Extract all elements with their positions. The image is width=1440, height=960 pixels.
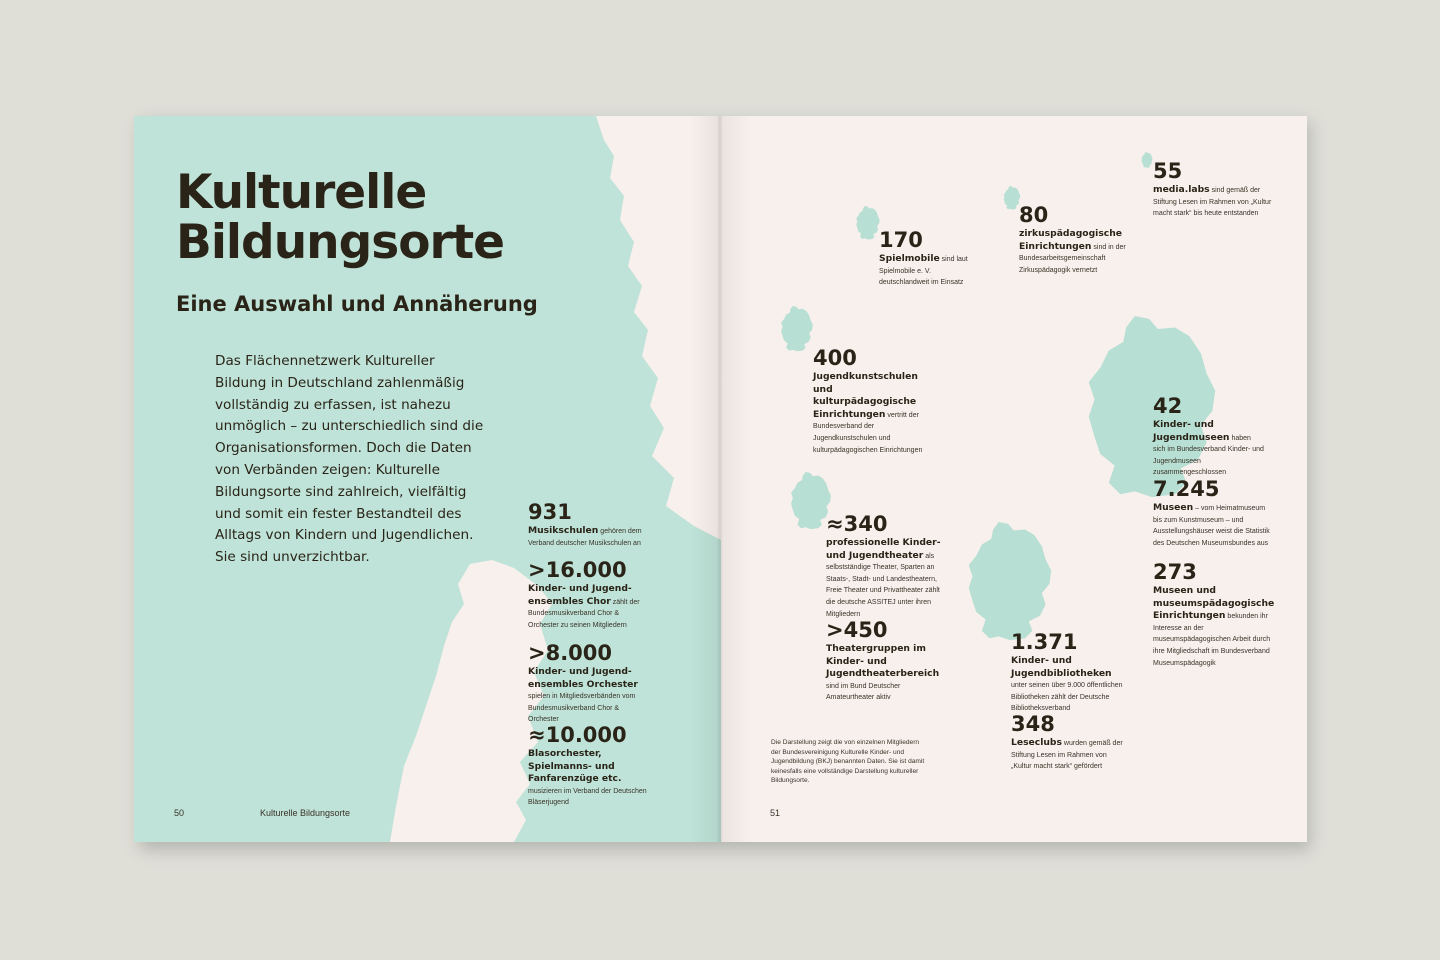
stat-bibliotheken: [1011, 632, 1123, 715]
stat-jugendkunstschulen: [813, 348, 929, 456]
stat-description: media.labs sind gemäß der Stiftung Lesen im Rahmen von „Kultur macht stark“ bis heute entstanden: [1153, 184, 1272, 218]
stat-description: Jugendkunstschulen und kulturpädagogische Einrichtungen vertritt der Bundesverband der Jugendkunstschulen und kulturpädagogischen Einrichtungen: [813, 371, 923, 454]
stat-number: 1.371: [1011, 630, 1078, 654]
stat-description: Kinder- und Jugendbibliotheken unter seinen über 9.000 öffentlichen Bibliotheken zählt der Deutsche Bibliotheksverband: [1011, 655, 1123, 713]
stat-description: Kinder- und Jugendensembles Orchester spielen in Mitgliedsverbänden vom Bundesmusikverband Chor & Orchester: [528, 666, 638, 724]
stat-number: 931: [528, 500, 572, 524]
stat-number: 80: [1019, 203, 1049, 227]
stat-number: ≈10.000: [528, 723, 627, 747]
stat-description: Theatergruppen im Kinder- und Jugendtheaterbereich sind im Bund Deutscher Amateurtheater aktiv: [826, 643, 940, 702]
stat-number: 42: [1153, 394, 1183, 418]
stat-museen: [1153, 479, 1275, 549]
stat-theatergruppen: [826, 620, 938, 704]
stat-number: 55: [1153, 159, 1183, 183]
stat-description: professionelle Kinder- und Jugendtheater als selbstständige Theater, Sparten an Staats-, Stadt- und Landestheatern, Freie Theater und Privattheater zählt die deutsche ASSITEJ unter ihren Mitgliedern: [826, 537, 941, 618]
stat-description: Musikschulen gehören dem Verband deutscher Musikschulen an: [528, 525, 642, 547]
running-title: Kulturelle Bildungsorte: [260, 808, 351, 818]
stat-number: >16.000: [528, 558, 627, 582]
stat-description: Leseclubs wurden gemäß der Stiftung Lesen im Rahmen von „Kultur macht stark“ gefördert: [1011, 737, 1123, 771]
stat-orchester-ensembles: [528, 643, 650, 726]
stat-description: Museen und museumspädagogische Einrichtungen bekunden ihr Interesse an der museumspädagogischen Arbeit durch ihre Mitgliedschaft im Bundesverband Museumspädagogik: [1153, 585, 1275, 667]
stat-number: 273: [1153, 560, 1197, 584]
page-number: 50: [174, 808, 185, 818]
germany-map-icon: [854, 206, 882, 240]
stat-number: 400: [813, 346, 857, 370]
stat-description: Kinder- und Jugendensembles Chor zählt der Bundesmusikverband Chor & Orchester zu seinen Mitgliedern: [528, 583, 640, 629]
right-page: [721, 116, 1307, 842]
stat-museumspaedagogik: [1153, 562, 1275, 669]
stat-number: ≈340: [826, 512, 888, 536]
stat-jugendtheater: [826, 514, 944, 620]
germany-map-icon: [1141, 152, 1153, 168]
stat-number: >8.000: [528, 641, 613, 665]
stat-number: 7.245: [1153, 477, 1220, 501]
stat-description: Kinder- und Jugendmuseen haben sich im Bundesverband Kinder- und Jugendmuseen zusammengeschlossen: [1153, 419, 1264, 477]
footnote: Die Darstellung zeigt die von einzelnen Mitgliedern der Bundesvereinigung Kulturelle Kinder- und Jugendbildung (BKJ) benannten Daten. Sie ist damit keinesfalls eine vollständige Darstellung kultureller Bildungsorte.: [771, 739, 925, 785]
intro-paragraph: Das Flächennetzwerk Kultureller Bildung in Deutschland zahlenmäßig vollständig zu erfassen, ist nahezu unmöglich – zu unterschiedlich sind die Organisationsformen. Doch die Daten von Verbänden zeigen: Kulturelle Bildungsorte sind zahlreich, vielfältig und somit ein fester Bestandteil des Alltags von Kindern und Jugendlichen. Sie sind unverzichtbar.: [215, 353, 484, 566]
page-number: 51: [770, 808, 781, 818]
stat-number: 170: [879, 228, 923, 252]
stat-description: Museen – vom Heimatmuseum bis zum Kunstmuseum – und Ausstellungshäuser weist die Statistik des Deutschen Museumsbundes aus: [1153, 502, 1270, 547]
page-subtitle: Eine Auswahl und Annäherung: [176, 292, 538, 316]
stat-description: zirkuspädagogische Einrichtungen sind in der Bundesarbeitsgemeinschaft Zirkuspädagogik vernetzt: [1019, 228, 1126, 274]
stat-description: Blasorchester, Spielmanns- und Fanfarenzüge etc. musizieren im Verband der Deutschen Bläserjugend: [528, 748, 647, 807]
left-page: [134, 116, 721, 842]
stat-number: 348: [1011, 712, 1055, 736]
page-title: Kulturelle Bildungsorte: [176, 165, 505, 270]
stat-musikschulen: [528, 502, 650, 549]
germany-map-icon: [779, 306, 815, 352]
stat-leseclubs: [1011, 714, 1123, 773]
stat-spielmobile: [879, 230, 979, 289]
stat-number: >450: [826, 618, 888, 642]
stat-description: Spielmobile sind laut Spielmobile e. V. deutschlandweit im Einsatz: [879, 253, 968, 287]
stat-media-labs: [1153, 161, 1275, 220]
stat-kinder-museen: [1153, 396, 1265, 479]
stat-blasorchester: [528, 725, 650, 809]
stat-chor-ensembles: [528, 560, 650, 631]
stat-zirkus: [1019, 205, 1141, 276]
germany-map-icon: [965, 522, 1055, 642]
